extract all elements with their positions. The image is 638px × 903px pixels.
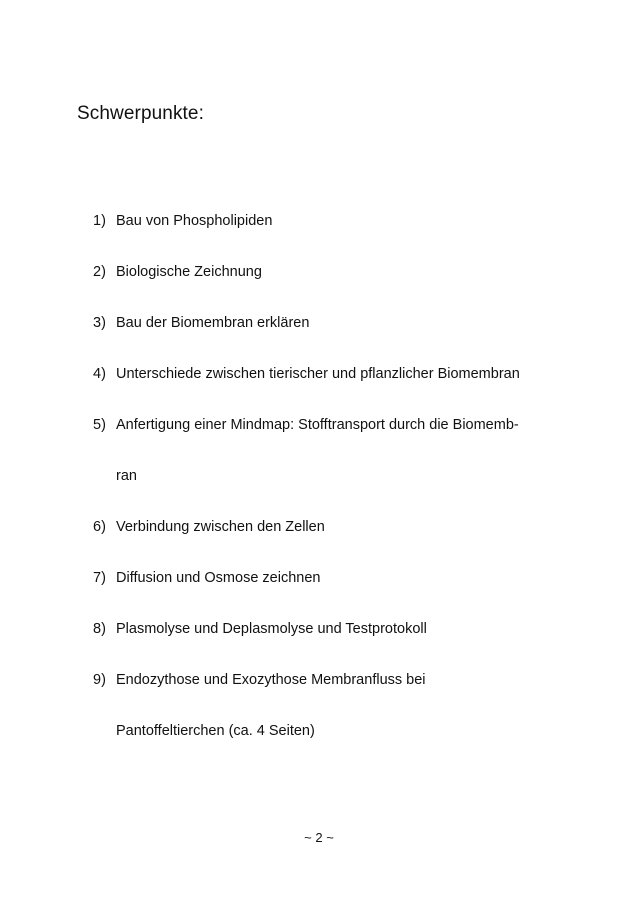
list-item-number: 7): [93, 570, 106, 586]
list-item-number: 6): [93, 519, 106, 535]
topic-list: [93, 209, 593, 743]
list-item: [93, 260, 593, 284]
list-item: [93, 668, 593, 743]
list-item: [93, 566, 593, 590]
list-item-number: 4): [93, 366, 106, 382]
list-item: [93, 413, 593, 488]
list-item: [93, 515, 593, 539]
list-item-number: 9): [93, 672, 106, 688]
list-item-number: 8): [93, 621, 106, 637]
list-item: [93, 617, 593, 641]
list-item-number: 5): [93, 417, 106, 433]
page-number: ~ 2 ~: [304, 830, 334, 845]
list-item-text: Bau der Biomembran erklären: [116, 315, 310, 331]
list-item-text: Anfertigung einer Mindmap: Stofftransport durch die Biomemb-: [116, 417, 519, 433]
list-item-text: Bau von Phospholipiden: [116, 213, 273, 229]
list-item: [93, 209, 593, 233]
list-item-text-continued: Pantoffeltierchen (ca. 4 Seiten): [116, 723, 315, 739]
list-item-text-continued: ran: [116, 468, 137, 484]
list-item-text: Unterschiede zwischen tierischer und pflanzlicher Biomembran: [116, 366, 520, 382]
list-item-text: Diffusion und Osmose zeichnen: [116, 570, 321, 586]
list-item: [93, 362, 593, 386]
list-item-text: Biologische Zeichnung: [116, 264, 262, 280]
page-heading: Schwerpunkte:: [77, 103, 204, 124]
list-item-text: Endozythose und Exozythose Membranfluss bei: [116, 672, 426, 688]
list-item-number: 2): [93, 264, 106, 280]
list-item-text: Verbindung zwischen den Zellen: [116, 519, 325, 535]
list-item-number: 1): [93, 213, 106, 229]
list-item-number: 3): [93, 315, 106, 331]
list-item-text: Plasmolyse und Deplasmolyse und Testprotokoll: [116, 621, 427, 637]
list-item: [93, 311, 593, 335]
